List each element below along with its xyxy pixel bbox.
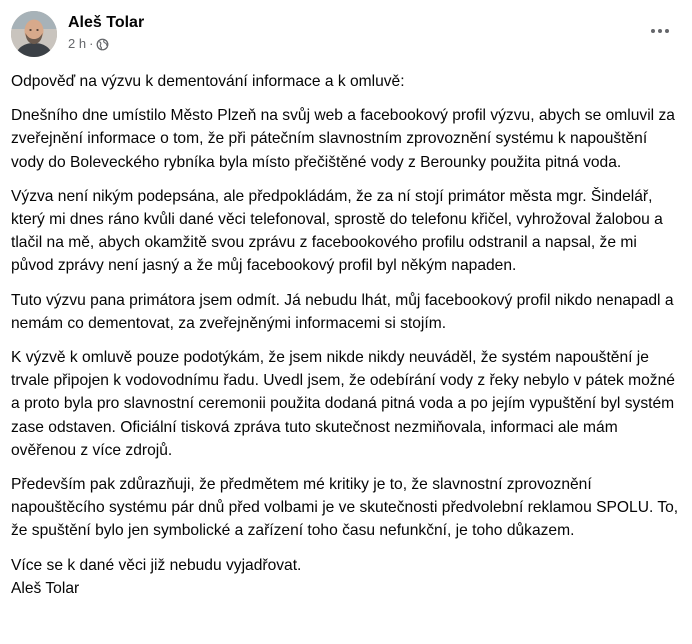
post-timestamp[interactable]: 2 h <box>68 36 87 51</box>
post-meta <box>68 36 109 52</box>
more-options-icon[interactable] <box>642 19 678 43</box>
post-paragraph: Dnešního dne umístilo Město Plzeň na svůj web a facebookový profil výzvu, abych se omluvil za zveřejnění informace o tom, že při pátečním slavnostním zprovoznění systému k napouštění vody do Boleveckého rybníka byla místo přečištěné vody z Berounky použita pitná voda. <box>11 107 675 171</box>
avatar-image <box>11 11 57 57</box>
post-paragraph: Především pak zdůrazňuji, že předmětem mé kritiky je to, že slavnostní zprovoznění napouštěcího systému pár dnů před volbami je ve skutečnosti předvolební reklamou SPOLU. To, že spuštění bylo jen symbolické a zařízení toho času nefunkční, je toho důkazem. <box>11 476 679 540</box>
post-signature: Aleš Tolar <box>11 579 80 597</box>
post-header <box>11 11 678 59</box>
post-body <box>11 70 683 600</box>
meta-separator: · <box>89 36 94 51</box>
post-closing: Více se k dané věci již nebudu vyjadřovat. <box>11 556 302 574</box>
post-paragraph: K výzvě k omluvě pouze podotýkám, že jsem nikde nikdy neuváděl, že systém napouštění je trvale připojen k vodovodnímu řadu. Uvedl jsem, že odebírání vody z řeky nebylo v pátek možné a proto byla pro slavnostní ceremonii použita dodaná pitná voda a po jejím vypuštění byl systém zase odstaven. Oficiální tisková zpráva tuto skutečnost nezmiňovala, informaci ale mám ověřenou z více zdrojů. <box>11 349 675 459</box>
author-name[interactable]: Aleš Tolar <box>68 14 145 31</box>
post-paragraph: Odpověď na výzvu k dementování informace a k omluvě: <box>11 73 405 90</box>
post-paragraph: Tuto výzvu pana primátora jsem odmít. Já nebudu lhát, můj facebookový profil nikdo nenapadl a nemám co dementovat, za zveřejněnými informacemi si stojím. <box>11 291 674 332</box>
globe-icon[interactable] <box>96 38 109 51</box>
post-paragraph: Výzva není nikým podepsána, ale předpokládám, že za ní stojí primátor města mgr. Šindelář, který mi dnes ráno kvůli dané věci telefonoval, sprostě do telefonu křičel, vyhrožoval žalobou a tlačil na mě, abych okamžitě svou zprávu z facebookového profilu odstranil a napsal, že mi původ zprávy není jasný a že můj facebookový profil byl někým napaden. <box>11 187 663 275</box>
avatar[interactable] <box>11 11 57 57</box>
